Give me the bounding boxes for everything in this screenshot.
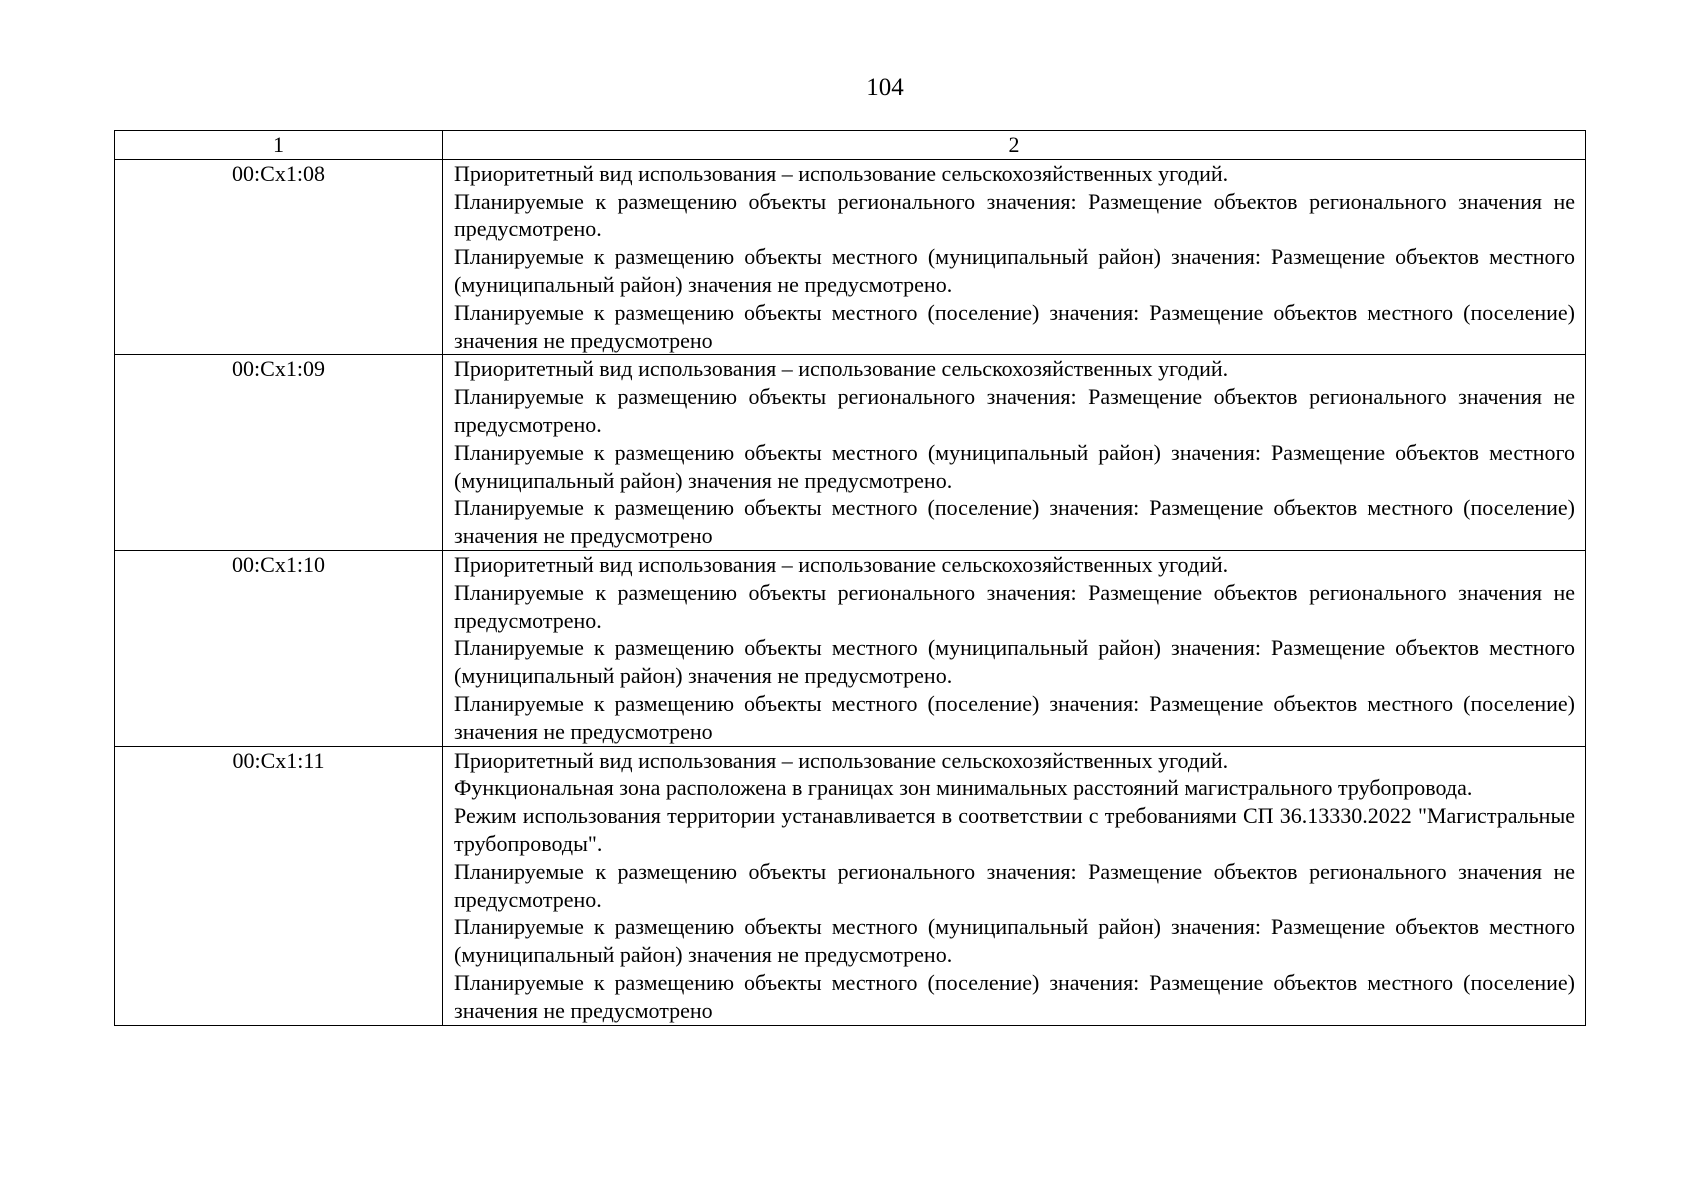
table-row (115, 746, 1586, 1025)
zone-description (443, 159, 1586, 355)
description-paragraph: Функциональная зона расположена в границах зон минимальных расстояний магистрального трубопровода. (454, 775, 1473, 801)
description-paragraph: Приоритетный вид использования – использование сельскохозяйственных угодий. (454, 160, 1229, 186)
description-paragraph: Планируемые к размещению объекты местного (поселение) значения: Размещение объектов местного (поселение) значения не предусмотрено (454, 495, 1575, 549)
column-header-1: 1 (115, 131, 443, 160)
description-paragraph: Планируемые к размещению объекты регионального значения: Размещение объектов регионального значения не предусмотрено. (454, 579, 1575, 633)
column-header-2: 2 (443, 131, 1586, 160)
zones-table (114, 130, 1586, 1026)
description-paragraph: Приоритетный вид использования – использование сельскохозяйственных угодий. (454, 356, 1229, 382)
table-row (115, 355, 1586, 551)
description-paragraph: Планируемые к размещению объекты местного (муниципальный район) значения: Размещение объектов местного (муниципальный район) значения не предусмотрено. (454, 439, 1575, 493)
page-number: 104 (866, 74, 904, 101)
description-paragraph: Планируемые к размещению объекты регионального значения: Размещение объектов регионального значения не предусмотрено. (454, 384, 1575, 437)
zone-code: 00:Cx1:09 (115, 355, 443, 551)
zone-description (443, 746, 1586, 1025)
description-paragraph: Планируемые к размещению объекты регионального значения: Размещение объектов регионального значения не предусмотрено. (454, 858, 1575, 912)
description-paragraph: Приоритетный вид использования – использование сельскохозяйственных угодий. (454, 551, 1229, 577)
description-paragraph: Приоритетный вид использования – использование сельскохозяйственных угодий. (454, 747, 1229, 773)
zone-code: 00:Cx1:11 (115, 746, 443, 1025)
description-paragraph: Планируемые к размещению объекты местного (муниципальный район) значения: Размещение объектов местного (муниципальный район) значения не предусмотрено. (454, 914, 1575, 968)
description-paragraph: Планируемые к размещению объекты местного (муниципальный район) значения: Размещение объектов местного (муниципальный район) значения не предусмотрено. (454, 244, 1575, 297)
zone-code: 00:Cx1:10 (115, 550, 443, 746)
table-header-row (115, 131, 1586, 160)
zone-description (443, 355, 1586, 551)
description-paragraph: Планируемые к размещению объекты местного (поселение) значения: Размещение объектов местного (поселение) значения не предусмотрено (454, 690, 1575, 744)
description-paragraph: Планируемые к размещению объекты местного (муниципальный район) значения: Размещение объектов местного (муниципальный район) значения не предусмотрено. (454, 635, 1575, 689)
zone-description (443, 550, 1586, 746)
description-paragraph: Планируемые к размещению объекты местного (поселение) значения: Размещение объектов местного (поселение) значения не предусмотрено (454, 969, 1575, 1023)
table-row (115, 159, 1586, 355)
description-paragraph: Режим использования территории устанавливается в соответствии с требованиями СП 36.13330.2022 "Магистральные трубопроводы". (454, 803, 1575, 856)
description-paragraph: Планируемые к размещению объекты местного (поселение) значения: Размещение объектов местного (поселение) значения не предусмотрено (454, 299, 1575, 353)
table-row (115, 550, 1586, 746)
zone-code: 00:Cx1:08 (115, 159, 443, 355)
description-paragraph: Планируемые к размещению объекты регионального значения: Размещение объектов регионального значения не предусмотрено. (454, 188, 1575, 242)
